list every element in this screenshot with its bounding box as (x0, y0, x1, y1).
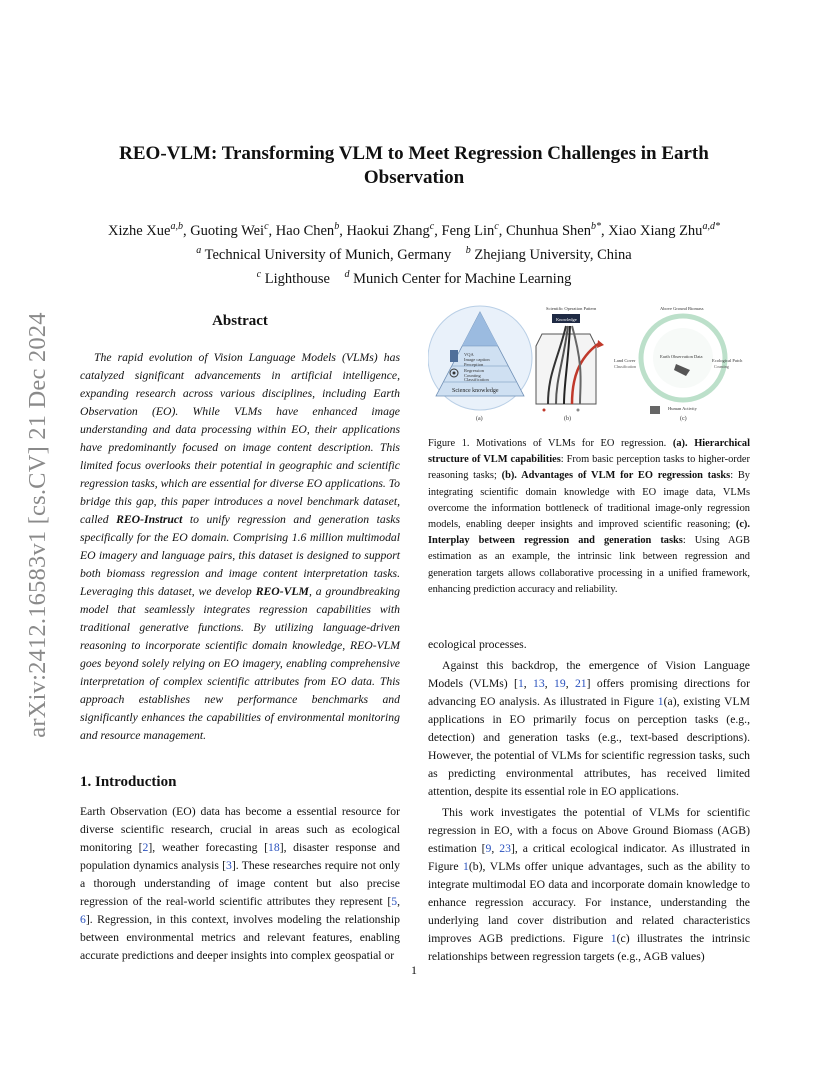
cycle-top-label: Above Ground Biomass (660, 306, 704, 311)
arxiv-stamp-text: arXiv:2412.16583v1 [cs.CV] 21 Dec 2024 (24, 312, 51, 738)
body-text: ], disaster response and population dynamics analysis [ (80, 841, 400, 872)
body-text: ], weather forecasting [ (148, 841, 268, 854)
panel-b (536, 306, 604, 422)
body-text: This work investigates the potential of VLMs for scientific regression in EO, with a focus on Above Ground Biomass (AGB) estimation [ (428, 806, 750, 855)
body-text: Against this backdrop, the emergence of Vision Language Models (VLMs) [ (428, 659, 750, 690)
tier-label: Counting (464, 373, 481, 378)
caption-bold: (b). Advantages of VLM for EO regression tasks (501, 470, 731, 482)
author-affiliation-mark: c (429, 221, 435, 232)
panel-label: (b) (564, 416, 571, 422)
citation-link[interactable]: 6 (80, 913, 86, 926)
citation-link[interactable]: 21 (574, 677, 587, 690)
body-text: (c) illustrates the intrinsic relationships between regression targets (e.g., AGB values) (428, 932, 750, 963)
panel-b-header: Scientific Operation Pattern (546, 306, 597, 311)
panel-label: (a) (476, 416, 483, 422)
abstract-text: The rapid evolution of Vision Language Models (VLMs) has catalyzed significant advancements in artificial intelligence, expanding research across various disciplines, including Earth Observation (EO). While VLMs have enhanced image understanding and data processing within EO, their applications have predominantly focused on image content description. This limited focus overlooks their potential in geographic and scientific regression tasks, which are essential for diverse EO applications. To bridge this gap, this paper introduces a novel benchmark dataset, called (80, 351, 400, 526)
author-name: Haokui Zhang (346, 222, 430, 239)
title-line-2: Observation (363, 167, 465, 188)
figure-1-caption (428, 436, 750, 598)
body-text: (a), existing VLM applications in EO primarily focus on perception tasks (e.g., detection) and generation tasks (e.g., text-based descriptions). However, the potential of VLMs for scientific regression tasks, such as predicting environmental attributes, has received limited attention, despite its essential role in EO applications. (428, 695, 750, 798)
body-paragraph (428, 804, 750, 966)
dataset-name: REO-Instruct (116, 513, 183, 526)
right-column-body (428, 636, 750, 966)
affiliation-a: Technical University of Munich, Germany (204, 246, 452, 263)
abstract-paragraph (80, 349, 400, 745)
citation-link[interactable]: 18 (268, 841, 280, 854)
affiliation-mark: a (196, 244, 202, 256)
cycle-center-label: Earth Observation Data (660, 354, 703, 359)
citation-link[interactable]: 13 (533, 677, 545, 690)
author-affiliation-mark: a,b (170, 221, 183, 232)
author-name: Xizhe Xue (108, 222, 171, 239)
tier-label: Perception (464, 362, 484, 367)
paper-title (90, 142, 738, 190)
affiliation-mark: d (344, 268, 350, 280)
cycle-right-label: Ecological Patch (712, 358, 743, 363)
author-name: Hao Chen (275, 222, 335, 239)
tier-label: Regression (464, 368, 484, 373)
title-line-1: REO-VLM: Transforming VLM to Meet Regression Challenges in Earth (119, 143, 709, 164)
affiliation-mark: b (465, 244, 471, 256)
body-text: (b), VLMs offer unique advantages, such as the ability to integrate multimodal EO data and incorporate domain knowledge to enhance regression accuracy. For instance, understanding the underlying land cover distribution and related characteristics improves AGB predictions. Figure (428, 860, 750, 945)
citation-link[interactable]: 19 (554, 677, 566, 690)
author-list: Xizhe Xue$^{a,b}$, Guoting Wei$^c$, Hao Chen$^b$, Haokui Zhang$^c$, Feng Lin$^c$, Chunhua Shen$^{b*}$, Xiao Xiang Zhu$^{a,d*}$ (108, 221, 720, 239)
introduction-body (80, 803, 400, 965)
abstract-text: to unify regression and generation tasks specifically for the EO domain. Comprising 1.6 million multimodal EO imagery and language pairs, this dataset is designed to support both biomass regression and image content interpretation tasks. Leveraging this dataset, we develop (80, 513, 401, 598)
document-icon (450, 350, 458, 362)
citation-link[interactable]: 2 (142, 841, 149, 854)
affiliation-line-2 (70, 265, 758, 289)
body-text: , (565, 677, 575, 690)
figure-reference-link[interactable]: 1 (657, 695, 664, 708)
citation-link[interactable]: 3 (226, 859, 232, 872)
abstract-body (80, 349, 400, 745)
figure-1-illustration (428, 304, 750, 424)
arxiv-stamp (24, 290, 51, 760)
affiliation-line-1 (70, 241, 758, 265)
body-text: ]. Regression, in this context, involves modeling the relationship between environmental metrics and relevant features, enabling accurate predictions and deeper insights into complex geospatial or (80, 913, 400, 962)
cycle-right-sub: Counting (714, 364, 729, 369)
abstract-heading: Abstract (212, 313, 268, 329)
figure-reference-link[interactable]: 1 (463, 860, 469, 873)
body-text: ], a critical ecological indicator. As illustrated in Figure (428, 842, 750, 873)
body-text: , (544, 677, 554, 690)
panel-a (428, 306, 532, 422)
body-text: ] offers promising directions for advancing EO analysis. As illustrated in Figure (428, 677, 751, 708)
intro-paragraph (80, 803, 400, 965)
model-name: REO-VLM (255, 585, 309, 598)
tier-label: VQA (464, 352, 474, 357)
body-paragraph (428, 657, 750, 801)
cycle-left-sub: Classification (614, 364, 636, 369)
body-text: Earth Observation (EO) data has become a essential resource for diverse scientific research, crucial in areas such as ecological monitoring [ (80, 805, 400, 854)
body-text: , (491, 842, 500, 855)
caption-lead: Figure 1. Motivations of VLMs for EO regression. (428, 438, 673, 449)
building-icon (650, 406, 660, 414)
cycle-left-label: Land Cover (614, 358, 636, 363)
author-name: Chunhua Shen (505, 222, 591, 239)
affiliation-c: Lighthouse (264, 270, 330, 287)
caption-text: : Using AGB estimation as an example, the intrinsic link between regression and generation targets allows collaborative processing in a unified framework, enhancing prediction accuracy and reliability. (428, 535, 750, 595)
section-heading-introduction: 1. Introduction (80, 774, 177, 790)
body-text: , (523, 677, 534, 690)
panel-label: (c) (680, 416, 687, 422)
author-name: Guoting Wei (190, 222, 265, 239)
abstract-text: , a groundbreaking model that seamlessly integrates regression capabilities with traditional generative functions. By utilizing language-driven reasoning to incorporate scientific domain knowledge, REO-VLM goes beyond solely relying on EO imagery, enabling comprehensive interpretation of complex scientific attributes from EO data. This approach establishes new performance benchmarks and significantly enhances the capabilities of environmental monitoring and resource management. (80, 585, 400, 742)
author-affiliation-mark: c (264, 221, 269, 232)
caption-text: : From basic perception tasks to higher-order reasoning tasks; (428, 454, 750, 482)
tier-label: Image caption (464, 357, 490, 362)
author-affiliation-mark: b* (590, 221, 601, 232)
author-affiliation-mark: a,d* (702, 221, 720, 232)
caption-text: : By integrating scientific domain knowledge with EO image data, VLMs overcome the information bottleneck of traditional image-only regression models, enabling deeper insights and improved scientific reasoning; (428, 470, 750, 531)
author-name: Xiao Xiang Zhu (608, 222, 703, 239)
affiliation-mark: c (256, 268, 262, 280)
figure-1 (428, 304, 750, 424)
citation-link[interactable]: 1 (517, 677, 524, 690)
science-knowledge-label: Science knowledge (452, 388, 499, 394)
affiliation-b: Zhejiang University, China (474, 246, 632, 263)
author-affiliation-mark: b (334, 221, 340, 232)
author-affiliation-mark: c (494, 221, 499, 232)
citation-link[interactable]: 23 (499, 842, 511, 855)
figure-reference-link[interactable]: 1 (610, 932, 617, 945)
caption-bold: (c). Interplay between regression and generation tasks (428, 519, 750, 547)
body-paragraph: ecological processes. (428, 638, 527, 651)
body-text: , (397, 895, 400, 908)
caption-bold: (a). Hierarchical structure of VLM capabilities (428, 438, 750, 466)
body-text: ]. These researches require not only a thorough understanding of image content but also precise regression of the real-world scientific attributes they represent [ (80, 859, 400, 908)
author-name: Feng Lin (441, 222, 495, 239)
citation-link[interactable]: 5 (391, 895, 398, 908)
affiliation-d: Munich Center for Machine Learning (353, 270, 572, 287)
cycle-bottom-label: Human Activity (668, 406, 697, 411)
panel-c (614, 306, 743, 422)
knowledge-box-label: Knowledge (556, 317, 577, 322)
tier-label: Classification (464, 377, 489, 382)
author-block (70, 217, 758, 288)
page-number: 1 (411, 963, 417, 977)
citation-link[interactable]: 9 (485, 842, 492, 855)
